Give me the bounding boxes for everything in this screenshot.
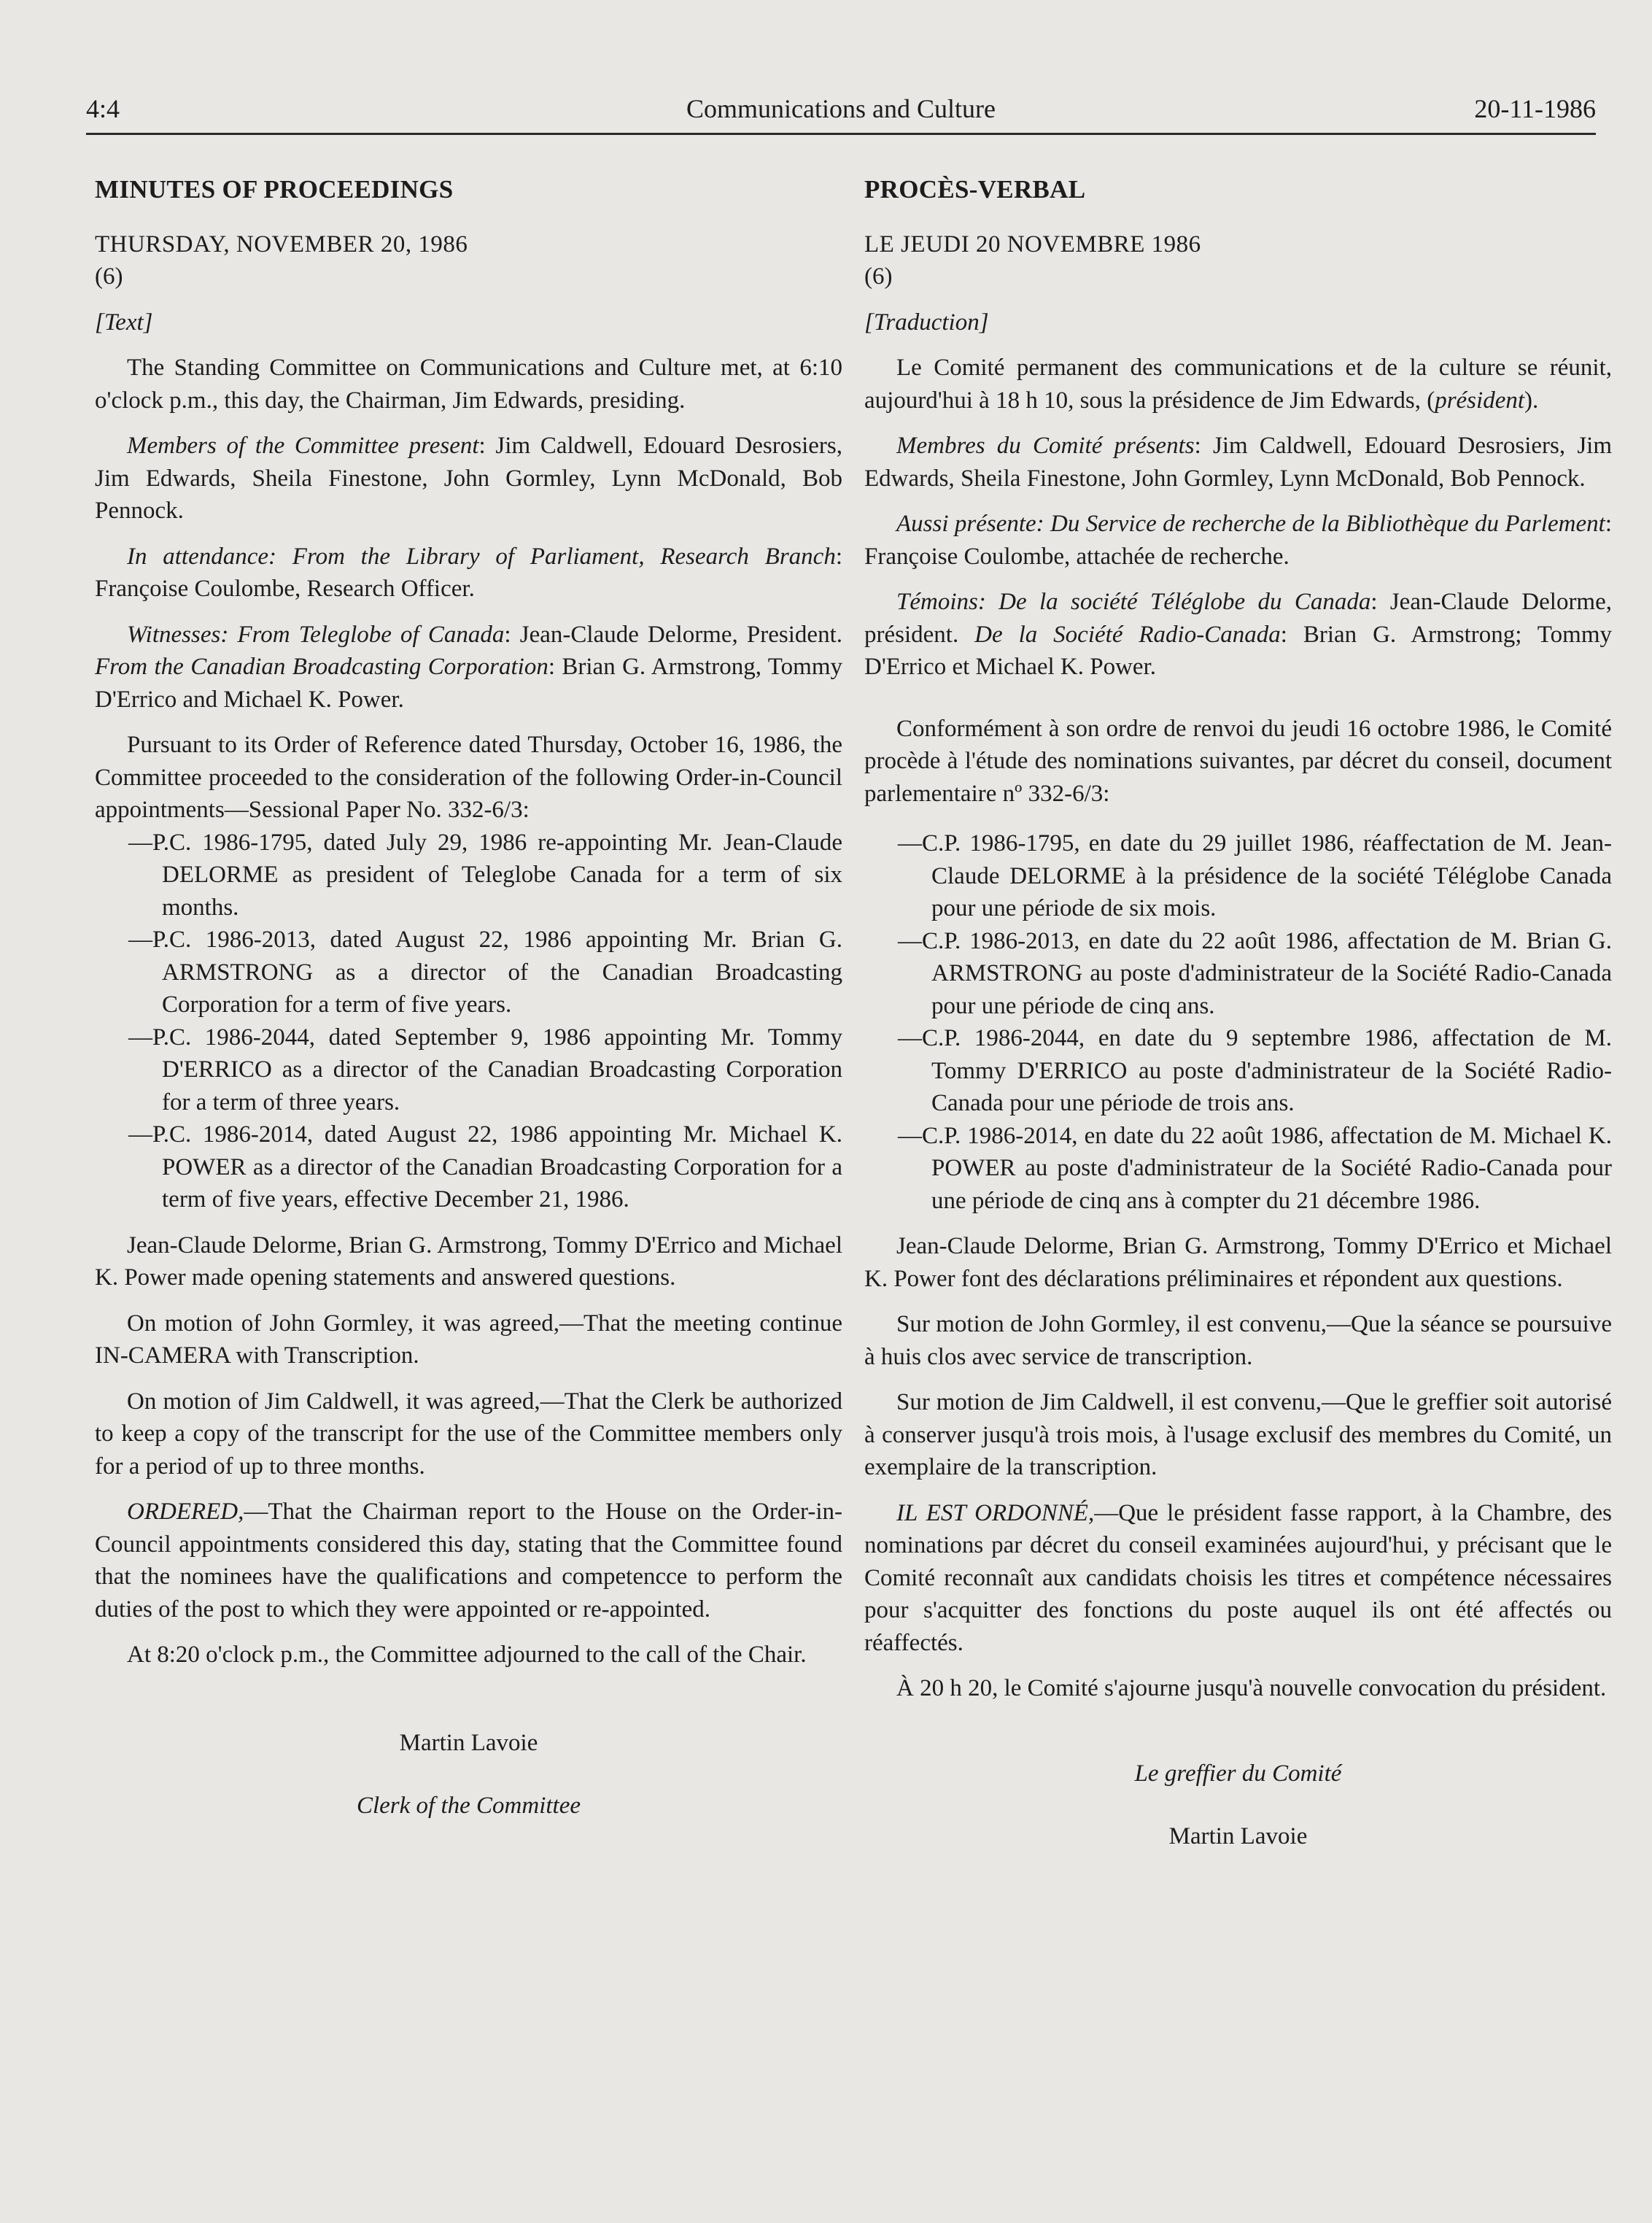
attendance-paragraph [95, 541, 842, 606]
statements-paragraph-fr: Jean-Claude Delorme, Brian G. Armstrong, Tommy D'Errico et Michael K. Power font des déclarations préliminaires et répondent aux questions. [864, 1233, 1612, 1292]
page-header [86, 93, 1596, 131]
members-label: Members of the Committee present [127, 433, 479, 459]
appointment-item-fr: —C.P. 1986-2044, en date du 9 septembre 1986, affectation de M. Tommy D'ERRICO au poste d'administrateur de la Société Radio-Canada pour une période de trois ans. [898, 1025, 1612, 1116]
meeting-text-a: Le Comité permanent des communications et de la culture se réunit, aujourd'hui à 18 h 10, sous la présidence de Jim Edwards, ( [864, 355, 1612, 414]
order-paragraph-fr: Conformément à son ordre de renvoi du jeudi 16 octobre 1986, le Comité procède à l'étude des nominations suivantes, par décret du conseil, document parlementaire nº 332-6/3: [864, 715, 1612, 807]
minutes-heading: MINUTES OF PROCEEDINGS [95, 175, 454, 204]
members-paragraph-fr [864, 430, 1612, 495]
ordered-paragraph-fr [864, 1497, 1612, 1660]
attendance-paragraph-fr [864, 508, 1612, 573]
meeting-number: (6) [95, 263, 123, 290]
french-column [864, 174, 1612, 1853]
adjourn-paragraph-fr: À 20 h 20, le Comité s'ajourne jusqu'à nouvelle convocation du président. [896, 1675, 1607, 1701]
witnesses-names-1: : Jean-Claude Delorme, President. [504, 621, 842, 648]
attendance-names-fr: : Françoise Coulombe, attachée de recherche. [864, 511, 1612, 570]
clerk-role: Clerk of the Committee [356, 1793, 581, 1819]
meeting-text-b: président [1435, 387, 1525, 414]
members-list-fr: : Jim Caldwell, Edouard Desrosiers, Jim Edwards, Sheila Finestone, John Gormley, Lynn McDonald, Bob Pennock. [864, 433, 1613, 492]
witnesses-names-1-fr: : Jean-Claude Delorme, président. [864, 589, 1612, 648]
clerk-name: Martin Lavoie [399, 1729, 538, 1756]
appointment-item-fr: —C.P. 1986-2014, en date du 22 août 1986, affectation de M. Michael K. POWER au poste d'administrateur de la Société Radio-Canada pour une période de cinq ans à compter du 21 décembre 1986. [898, 1122, 1612, 1214]
english-column [95, 174, 842, 1822]
clerk-name-fr: Martin Lavoie [1168, 1823, 1308, 1849]
statements-paragraph: Jean-Claude Delorme, Brian G. Armstrong, Tommy D'Errico and Michael K. Power made opening statements and answered questions. [95, 1232, 842, 1291]
ordered-paragraph [95, 1496, 842, 1625]
meeting-date-fr: LE JEUDI 20 NOVEMBRE 1986 [864, 231, 1201, 258]
ordered-label: ORDERED, [127, 1499, 244, 1525]
witnesses-label-fr: Témoins [896, 589, 978, 615]
motion-paragraph-1: On motion of John Gormley, it was agreed,—That the meeting continue IN-CAMERA with Transcription. [95, 1310, 842, 1369]
text-tag: [Text] [95, 309, 153, 336]
appointment-item-fr: —C.P. 1986-2013, en date du 22 août 1986, affectation de M. Brian G. ARMSTRONG au poste d'administrateur de la Société Radio-Canada pour une période de cinq ans. [898, 927, 1612, 1019]
members-label-fr: Membres du Comité présents [896, 433, 1195, 459]
meeting-date: THURSDAY, NOVEMBER 20, 1986 [95, 231, 468, 258]
motion-paragraph-2-fr: Sur motion de Jim Caldwell, il est convenu,—Que le greffier soit autorisé à conserver jusqu'à trois mois, à l'usage exclusif des membres du Comité, un exemplaire de la transcription. [864, 1389, 1612, 1480]
page-number: 4:4 [86, 94, 120, 123]
attendance-label-fr: Aussi présente [896, 511, 1036, 537]
meeting-paragraph: The Standing Committee on Communications and Culture met, at 6:10 o'clock p.m., this day, the Chairman, Jim Edwards, presiding. [95, 355, 842, 414]
appointment-item: —P.C. 1986-2014, dated August 22, 1986 appointing Mr. Michael K. POWER as a director of the Canadian Broadcasting Corporation for a term of five years, effective December 21, 1986. [128, 1121, 842, 1213]
header-rule [86, 133, 1596, 135]
attendance-names: : Françoise Coulombe, Research Officer. [95, 543, 842, 602]
witnesses-from-1: : From Teleglobe of Canada [220, 621, 505, 648]
appointment-item-fr: —C.P. 1986-1795, en date du 29 juillet 1986, réaffectation de M. Jean-Claude DELORME à la présidence de la société Téléglobe Canada pour une période de six mois. [898, 830, 1612, 921]
members-list: : Jim Caldwell, Edouard Desrosiers, Jim Edwards, Sheila Finestone, John Gormley, Lynn McDonald, Bob Pennock. [95, 433, 842, 524]
witnesses-names-2-fr: : Brian G. Armstrong; Tommy D'Errico et Michael K. Power. [864, 621, 1612, 680]
order-paragraph: Pursuant to its Order of Reference dated Thursday, October 16, 1986, the Committee proceeded to the consideration of the following Order-in-Council appointments—Sessional Paper No. 332-6/3: [95, 732, 842, 823]
meeting-text-c: ). [1524, 387, 1539, 414]
clerk-role-fr: Le greffier du Comité [1134, 1760, 1342, 1787]
motion-paragraph-1-fr: Sur motion de John Gormley, il est convenu,—Que la séance se poursuive à huis clos avec service de transcription. [864, 1311, 1612, 1370]
ordered-text: —That the Chairman report to the House on the Order-in-Council appointments considered this day, stating that the Committee found that the nominees have the qualifications and competencce to perform the duties of the post to which they were appointed or re-appointed. [95, 1499, 842, 1623]
proces-verbal-heading: PROCÈS-VERBAL [864, 175, 1086, 204]
attendance-from-fr: : Du Service de recherche de la Bibliothèque du Parlement [1036, 511, 1605, 537]
witnesses-from-2-fr: De la Société Radio-Canada [974, 621, 1281, 648]
appointment-item: —P.C. 1986-1795, dated July 29, 1986 re-appointing Mr. Jean-Claude DELORME as president of Teleglobe Canada for a term of six months. [128, 829, 842, 921]
witnesses-from-2: From the Canadian Broadcasting Corporation [95, 654, 548, 680]
attendance-label: In attendance [127, 543, 269, 570]
witnesses-label: Witnesses [127, 621, 221, 648]
witnesses-names-2: : Brian G. Armstrong, Tommy D'Errico and Michael K. Power. [95, 654, 842, 713]
witnesses-paragraph [95, 619, 842, 716]
members-paragraph [95, 430, 842, 527]
appointment-item: —P.C. 1986-2044, dated September 9, 1986 appointing Mr. Tommy D'ERRICO as a director of the Canadian Broadcasting Corporation for a term of three years. [128, 1024, 842, 1116]
translation-tag: [Traduction] [864, 309, 989, 336]
meeting-paragraph-fr [864, 352, 1612, 417]
witnesses-paragraph-fr [864, 586, 1612, 684]
motion-paragraph-2: On motion of Jim Caldwell, it was agreed,—That the Clerk be authorized to keep a copy of the transcript for the use of the Committee members only for a period of up to three months. [95, 1388, 842, 1480]
ordered-text-fr: —Que le président fasse rapport, à la Chambre, des nominations par décret du conseil examinées aujourd'hui, y précisant que le Comité reconnaît aux candidats choisis les titres et compétence nécessaires pour s'acquitter des fonctions du poste auquel ils ont été affectés ou réaffectés. [864, 1499, 1613, 1656]
meeting-number-fr: (6) [864, 263, 893, 290]
adjourn-paragraph: At 8:20 o'clock p.m., the Committee adjourned to the call of the Chair. [127, 1642, 807, 1668]
attendance-from: : From the Library of Parliament, Research Branch [268, 543, 836, 570]
ordered-label-fr: IL EST ORDONNÉ, [896, 1499, 1095, 1526]
running-title: Communications and Culture [686, 94, 996, 123]
witnesses-from-1-fr: : De la société Téléglobe du Canada [977, 589, 1371, 615]
header-date: 20-11-1986 [1474, 94, 1596, 123]
appointment-item: —P.C. 1986-2013, dated August 22, 1986 appointing Mr. Brian G. ARMSTRONG as a director of the Canadian Broadcasting Corporation for a term of five years. [128, 927, 842, 1018]
